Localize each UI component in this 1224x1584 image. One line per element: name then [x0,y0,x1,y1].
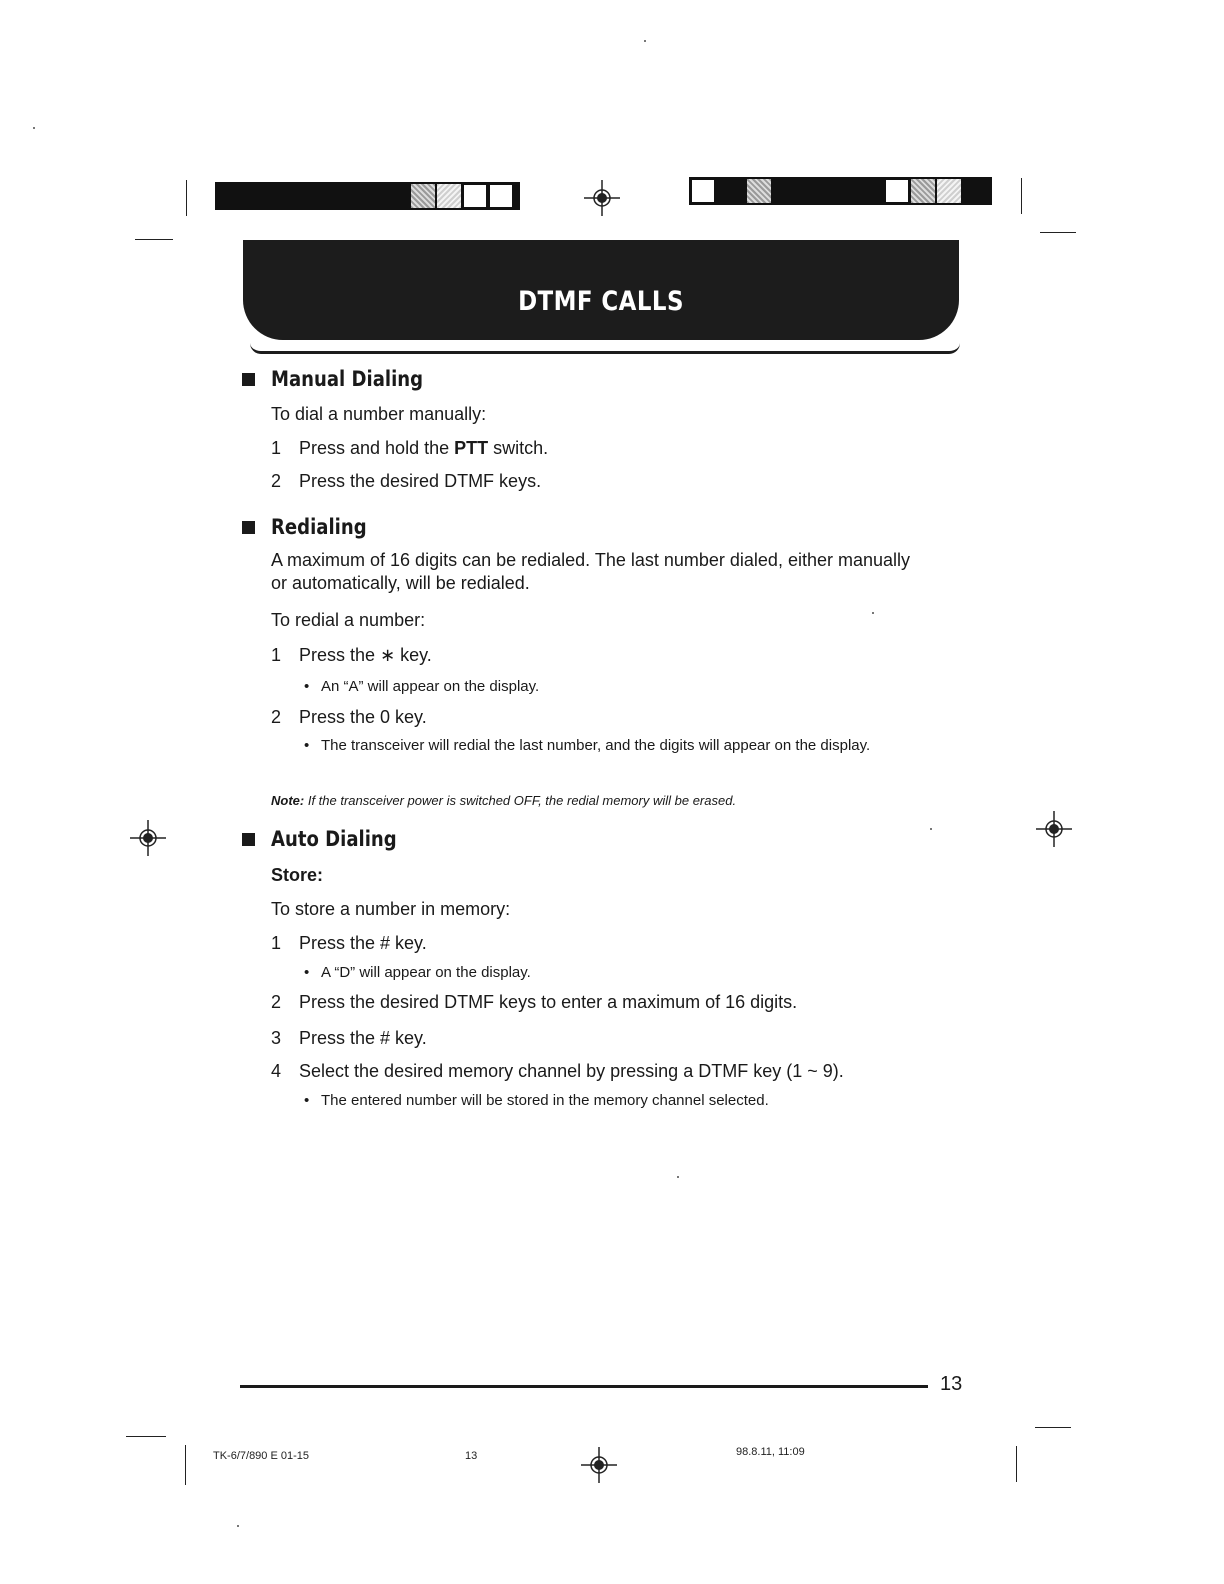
registration-bar-left [215,182,520,210]
dot-bullet-icon: • [304,1092,310,1109]
step-item [271,438,548,459]
bullet-text: A “D” will appear on the display. [321,964,531,981]
crop-mark [185,1445,186,1485]
step-number: 4 [271,1061,282,1081]
step-item [271,1028,427,1049]
scan-speck [33,127,35,129]
step-number: 3 [271,1028,282,1048]
step-text: Press the desired DTMF keys to enter a maximum of 16 digits. [299,992,798,1012]
bottom-rule [240,1385,928,1388]
note-label: Note: [271,793,305,808]
step-text: Select the desired memory channel by pressing a DTMF key (1 ~ 9). [299,1061,844,1081]
step-item [271,471,541,492]
section-title: Redialing [271,515,367,539]
crosshair-registration-icon [130,820,166,856]
step-text-part: Press and hold the [299,438,455,458]
step-text: Press the # key. [299,933,427,953]
step-item [271,707,427,728]
square-bullet-icon [242,521,255,534]
bullet-note [304,1090,931,1111]
crop-mark [135,239,173,240]
footer-page: 13 [465,1450,478,1462]
scan-speck [677,1176,679,1178]
footer-file: TK-6/7/890 E 01-15 [213,1450,310,1462]
step-text: Press the # key. [299,1028,427,1048]
step-number: 2 [271,471,282,491]
page-number: 13 [940,1373,963,1395]
step-item [271,645,432,666]
page-title: DTMF CALLS [518,286,684,317]
step-number: 1 [271,933,282,953]
color-patch [411,184,435,208]
step-number: 1 [271,645,282,665]
section-heading-manual-dialing [242,367,448,391]
section-title: Auto Dialing [271,827,397,851]
scan-speck [237,1525,239,1527]
color-patch [437,184,461,208]
step-text [299,438,548,459]
key-name: PTT [454,438,489,458]
redialing-description: A maximum of 16 digits can be redialed. The last number dialed, either manually or automatically, will be redialed. [271,550,911,593]
step-text: Press the desired DTMF keys. [299,471,542,491]
section-heading-auto-dialing [242,827,417,851]
bullet-text: The entered number will be stored in the memory channel selected. [321,1092,769,1109]
dot-bullet-icon: • [304,964,310,981]
color-patch [937,179,961,203]
section-title: Manual Dialing [271,367,424,391]
scan-speck [930,828,932,830]
bullet-text: An “A” will appear on the display. [321,678,540,695]
scan-speck [872,612,874,614]
square-bullet-icon [242,833,255,846]
crosshair-registration-icon [581,1447,617,1483]
manual-intro: To dial a number manually: [271,404,487,424]
step-text-part: switch. [488,438,549,458]
color-patch [691,179,715,203]
step-text: Press the ∗ key. [299,645,432,665]
crosshair-registration-icon [1036,811,1072,847]
color-patch [463,184,487,208]
crop-mark [1040,232,1076,233]
crop-mark [186,180,187,216]
color-patch [747,179,771,203]
bullet-text: The transceiver will redial the last number, and the digits will appear on the display. [321,737,871,754]
dot-bullet-icon: • [304,737,310,754]
bullet-note [304,735,931,756]
crosshair-registration-icon [584,180,620,216]
section-heading-redialing [242,515,382,539]
step-item [271,992,797,1013]
crop-mark [1035,1427,1071,1428]
store-label: Store: [271,865,324,885]
banner-underline [250,343,960,354]
step-number: 2 [271,707,282,727]
dot-bullet-icon: • [304,678,310,695]
registration-bar-right [689,177,992,205]
redialing-intro: To redial a number: [271,610,426,630]
step-item [271,1061,844,1082]
square-bullet-icon [242,373,255,386]
auto-intro: To store a number in memory: [271,899,511,919]
color-patch [911,179,935,203]
crop-mark [1016,1446,1017,1482]
title-banner [243,240,959,340]
note [271,793,736,808]
crop-mark [1021,178,1022,214]
step-item [271,933,427,954]
scan-speck [644,40,646,42]
step-text: Press the 0 key. [299,707,427,727]
step-number: 2 [271,992,282,1012]
crop-mark [126,1436,166,1437]
bullet-note [304,676,931,697]
color-patch [885,179,909,203]
step-number: 1 [271,438,282,458]
note-text: If the transceiver power is switched OFF, the redial memory will be erased. [307,793,737,808]
bullet-note [304,962,931,983]
color-patch [489,184,513,208]
footer-datetime: 98.8.11, 11:09 [736,1446,805,1458]
